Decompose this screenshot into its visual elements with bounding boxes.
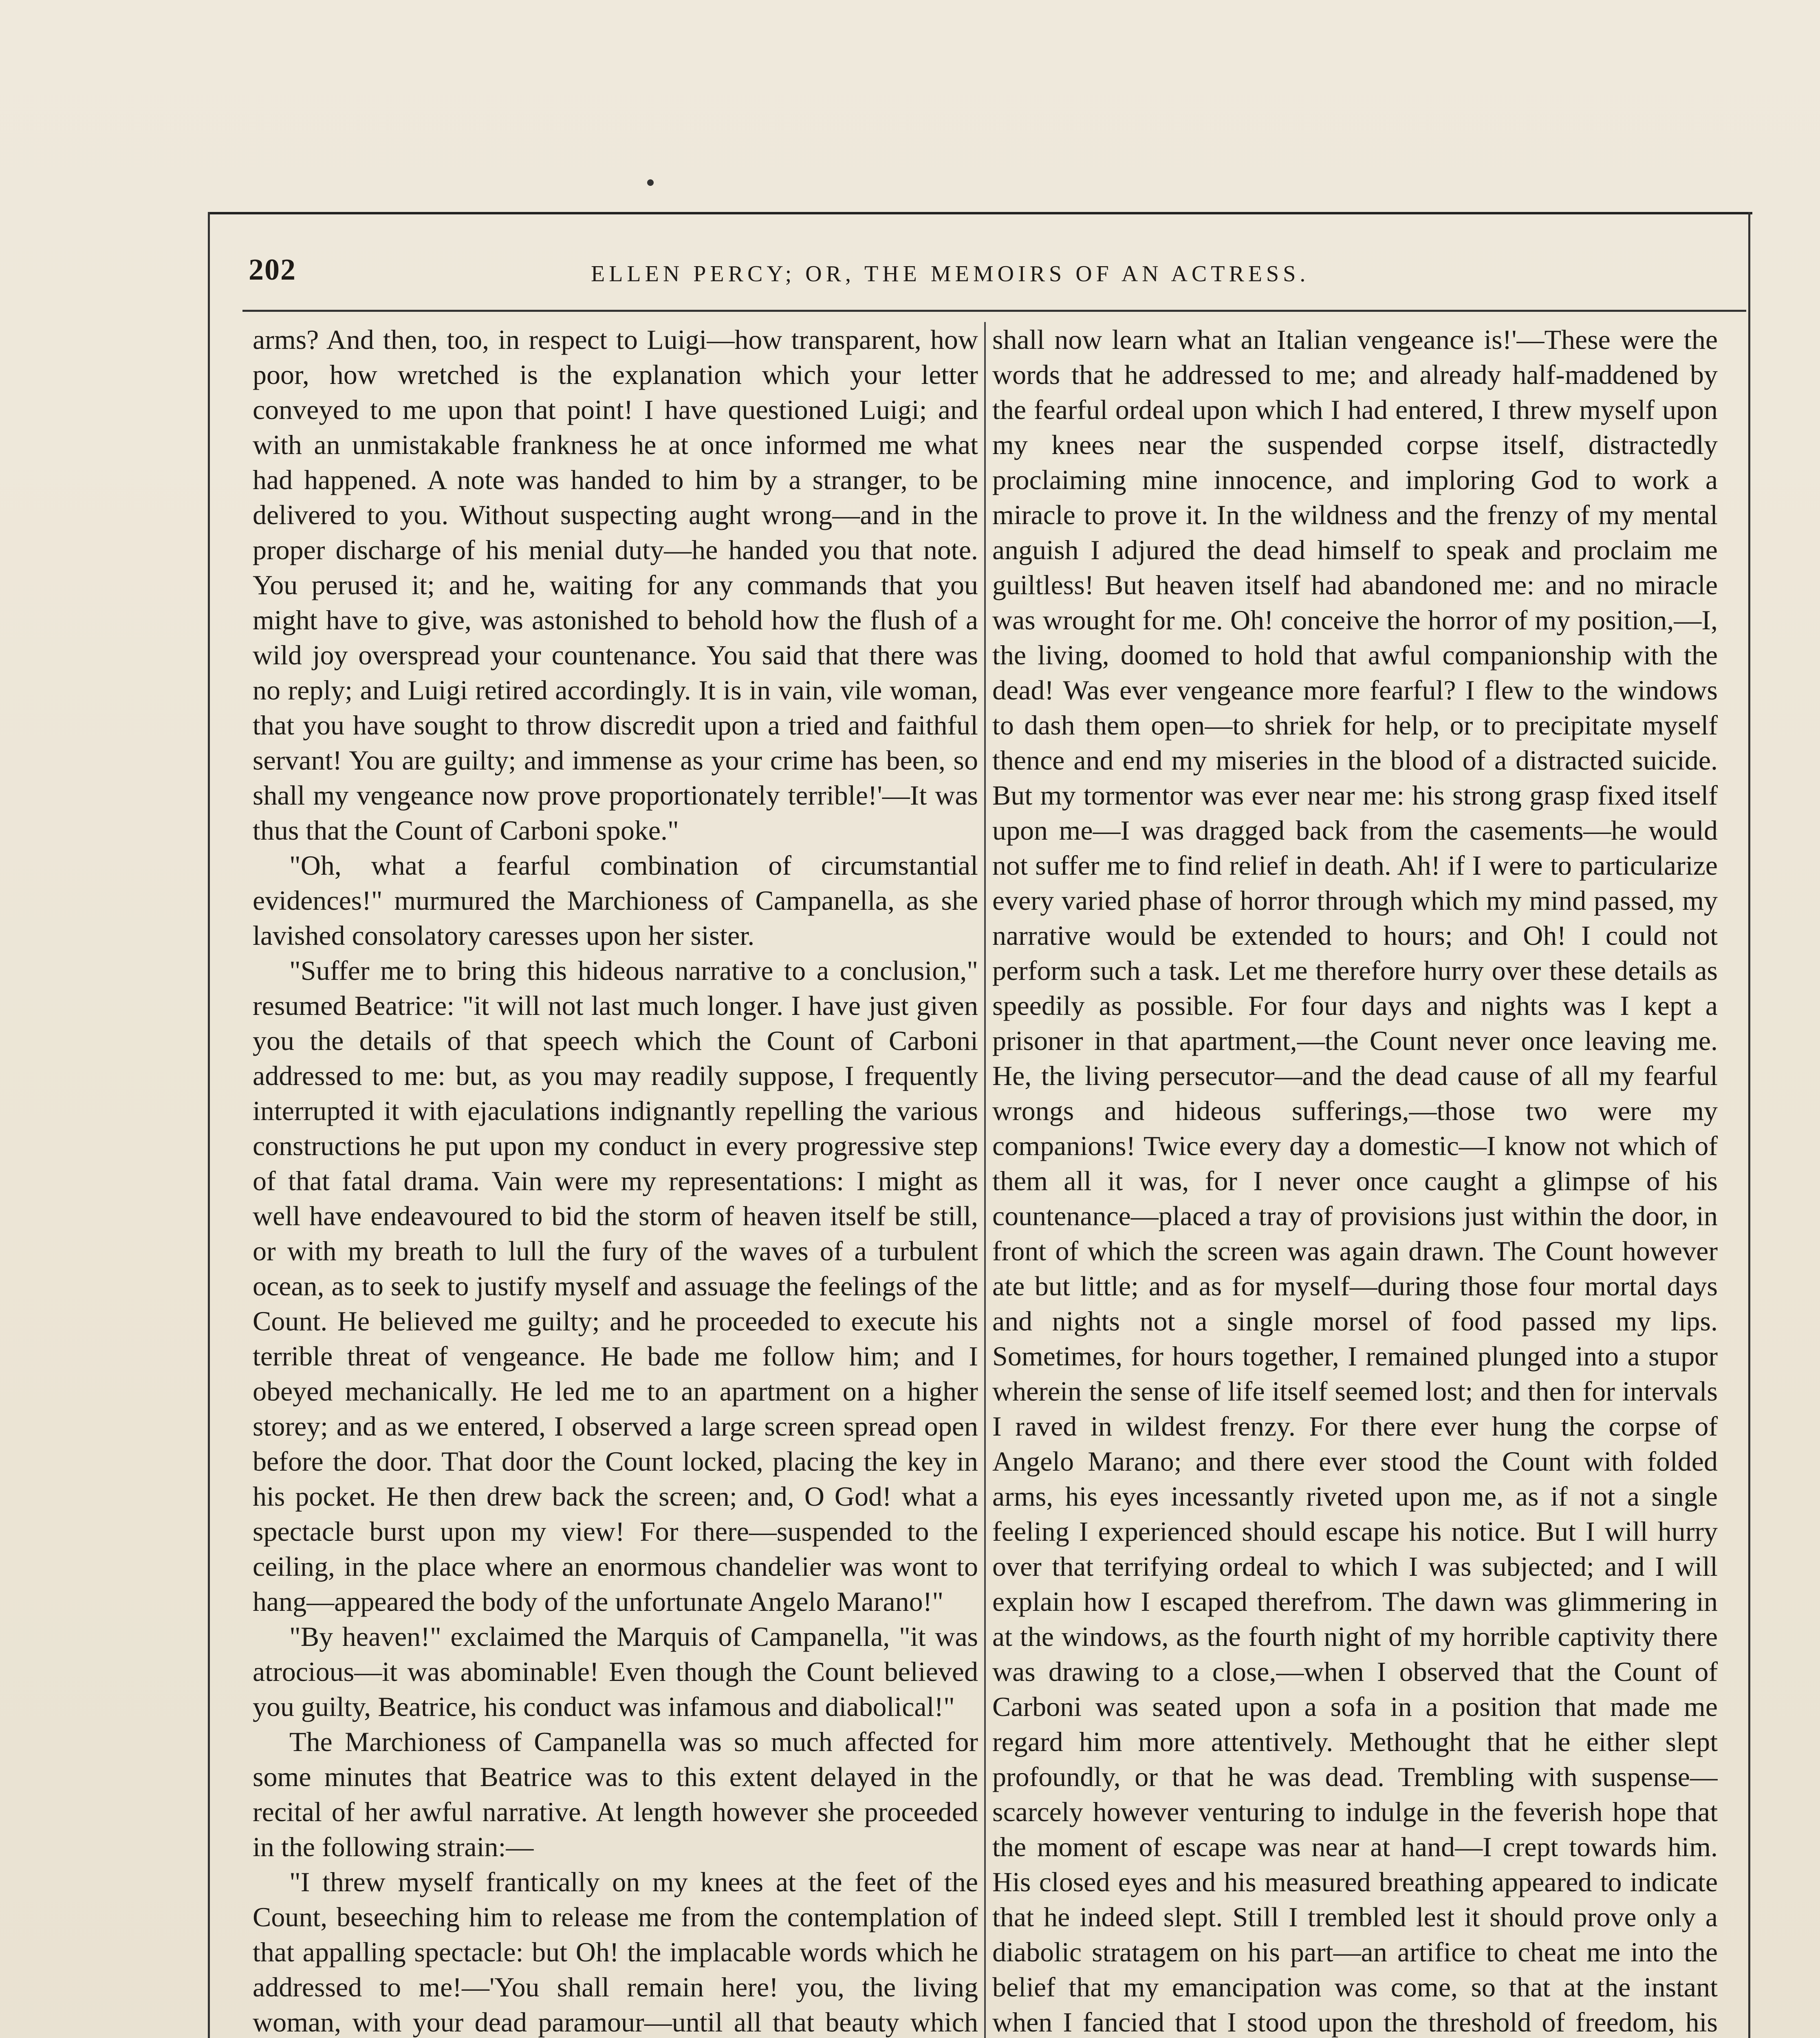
left-paragraph-6: "I threw myself frantically on my knees at the feet of the Count, beseeching him to release me from the contemplation of that appalling spectacle: but Oh! the implacable words which he addressed to me!—'You shall remain here! you, the living woman, with your dead paramour—until all that beauty which: [253, 1866, 978, 2038]
left-paragraph-5: The Marchioness of Campanella was so much affected for some minutes that Beatrice was to this extent delayed in the recital of her awful narrative. At length however she proceeded in the following strain:—: [253, 1726, 978, 1862]
left-paragraph-3: "Suffer me to bring this hideous narrative to a conclusion," resumed Beatrice: "it will not last much longer. I have just given you the details of that speech which the Count of Carboni addressed to me: but, as you may readily suppose, I frequently interrupted it with ejaculations indignantly repelling the various constructions he put upon my conduct in every progressive step of that fatal drama. Vain were my representations: I might as well have endeavoured to bid the storm of heaven itself be still, or with my breath to lull the fury of the waves of a turbulent ocean, as to seek to justify myself and assuage the feelings of the Count. He believed me guilty; and he proceeded to execute his terrible threat of vengeance. He bade me follow him; and I obeyed mechanically. He led me to an apartment on a higher storey; and as we entered, I observed a large screen spread open before the door. That door the Count locked, placing the key in his pocket. He then drew back the screen; and, O God! what a spectacle burst upon my view! For there—suspended to the ceiling, in the place where an enormous chandelier was wont to hang—appeared the body of the unfortunate Angelo Marano!": [253, 955, 978, 1617]
column-divider: [984, 322, 986, 2038]
ink-dot: [647, 179, 654, 186]
left-column: [253, 322, 978, 2038]
left-paragraph-2: "Oh, what a fearful combination of circumstantial evidences!" murmured the Marchioness of Campanella, as she lavished consolatory caresses upon her sister.: [253, 850, 978, 951]
left-paragraph-1: arms? And then, too, in respect to Luigi—how transparent, how poor, how wretched is the explanation which your letter conveyed to me upon that point! I have questioned Luigi; and with an unmistakable frankness he at once informed me what had happened. A note was handed to him by a stranger, to be delivered to you. Without suspecting aught wrong—and in the proper discharge of his menial duty—he handed you that note. You perused it; and he, waiting for any commands that you might have to give, was astonished to behold how the flush of a wild joy overspread your countenance. You said that there was no reply; and Luigi retired accordingly. It is in vain, vile woman, that you have sought to throw discredit upon a tried and faithful servant! You are guilty; and immense as your crime has been, so shall my vengeance now prove proportionately terrible!'—It was thus that the Count of Carboni spoke.": [253, 324, 978, 846]
left-border-rule: [208, 212, 210, 2038]
right-border-rule: [1748, 212, 1750, 2038]
top-border-rule: [208, 212, 1752, 214]
header-rule: [242, 310, 1746, 312]
page-number: 202: [249, 253, 296, 287]
running-head: ELLEN PERCY; OR, THE MEMOIRS OF AN ACTRESS.: [591, 261, 1310, 287]
right-paragraph-1: shall now learn what an Italian vengeance is!'—These were the words that he addressed to me; and already half-maddened by the fearful ordeal upon which I had entered, I threw myself upon my knees near the suspended corpse itself, distractedly proclaiming mine innocence, and imploring God to work a miracle to prove it. In the wildness and the frenzy of my mental anguish I adjured the dead himself to speak and proclaim me guiltless! But heaven itself had abandoned me: and no miracle was wrought for me. Oh! conceive the horror of my position,—I, the living, doomed to hold that awful companionship with the dead! Was ever vengeance more fearful? I flew to the windows to dash them open—to shriek for help, or to precipitate myself thence and end my miseries in the blood of a distracted suicide. But my tormentor was ever near me: his strong grasp fixed itself upon me—I was dragged back from the casements—he would not suffer me to find relief in death. Ah! if I were to particularize every varied phase of horror through which my mind passed, my narrative would be extended to hours; and Oh! I could not perform such a task. Let me therefore hurry over these details as speedily as possible. For four days and nights was I kept a prisoner in that apartment,—the Count never once leaving me. He, the living persecutor—and the dead cause of all my fearful wrongs and hideous sufferings,—those two were my companions! Twice every day a domestic—I know not which of them all it was, for I never once caught a glimpse of his countenance—placed a tray of provisions just within the door, in front of which the screen was again drawn. The Count however ate but little; and as for myself—during those four mortal days and nights not a single morsel of food passed my lips. Sometimes, for hours together, I remained plunged into a stupor wherein the sense of life itself seemed lost; and then for intervals I raved in wildest frenzy. For there ever hung the corpse of Angelo Marano; and there ever stood the Count with folded arms, his eyes incessantly riveted upon me, as if not a single feeling I experienced should escape his notice. But I will hurry over that terrifying ordeal to which I was subjected; and I will explain how I escaped therefrom. The dawn was glimmering in at the windows, as the fourth night of my horrible captivity there was drawing to a close,—when I observed that the Count of Carboni was seated upon a sofa in a position that made me regard him more attentively. Methought that he either slept profoundly, or that he was dead. Trembling with suspense—scarcely however venturing to indulge in the feverish hope that the moment of escape was near at hand—I crept towards him. His closed eyes and his measured breathing appeared to indicate that he indeed slept. Still I trembled lest it should prove only a diabolic stratagem on his part—an artifice to cheat me into the belief that my emancipation was come, so that at the instant when I fancied that I stood upon the threshold of freedom, his: [992, 324, 1718, 2038]
left-paragraph-4: "By heaven!" exclaimed the Marquis of Campanella, "it was atrocious—it was abominable! Even though the Count believed you guilty, Beatrice, his conduct was infamous and diabolical!": [253, 1621, 978, 1722]
right-column: [992, 322, 1718, 2038]
